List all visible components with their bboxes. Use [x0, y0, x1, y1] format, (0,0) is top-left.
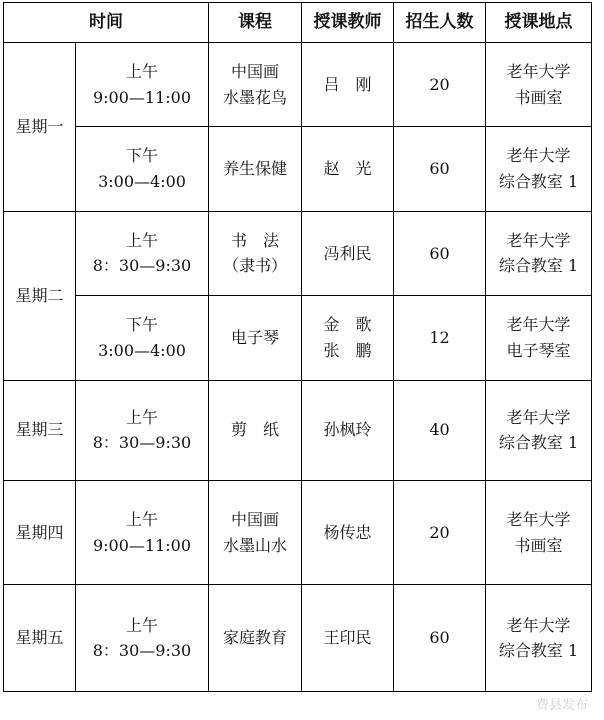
time-range: 8：30—9:30 — [92, 641, 192, 661]
teacher-cell — [302, 296, 394, 380]
table-row — [4, 211, 592, 295]
location-name: 老年大学 — [506, 615, 571, 635]
watermark: 费县发布 — [535, 698, 588, 713]
teacher-cell — [302, 127, 394, 211]
day-cell: 星期五 — [4, 585, 76, 692]
enrollment-cell: 40 — [394, 380, 486, 480]
teacher-cell — [302, 43, 394, 127]
enrollment-cell: 60 — [394, 585, 486, 692]
header-row — [4, 3, 592, 43]
time-range: 9:00—11:00 — [92, 535, 192, 555]
table-row — [4, 480, 592, 584]
course-cell — [209, 296, 302, 380]
location-name: 综合教室 1 — [498, 172, 579, 192]
location-cell — [486, 380, 592, 480]
day-cell: 星期三 — [4, 380, 76, 480]
course-cell — [209, 480, 302, 584]
location-cell — [486, 127, 592, 211]
time-range: 8：30—9:30 — [92, 433, 192, 453]
time-range: 9:00—11:00 — [92, 87, 192, 107]
header-time: 时间 — [4, 3, 209, 43]
course-name: 中国画 — [230, 62, 279, 82]
location-name: 老年大学 — [506, 230, 571, 250]
header-teacher: 授课教师 — [302, 3, 394, 43]
course-cell — [209, 127, 302, 211]
time-cell — [76, 380, 209, 480]
period-label: 上午 — [125, 510, 158, 530]
table-row — [4, 585, 592, 692]
teacher-name: 赵 光 — [323, 159, 372, 179]
time-range: 8：30—9:30 — [92, 256, 192, 276]
enrollment-cell: 60 — [394, 127, 486, 211]
enrollment-cell: 20 — [394, 43, 486, 127]
day-cell: 星期四 — [4, 480, 76, 584]
teacher-cell — [302, 380, 394, 480]
period-label: 上午 — [125, 62, 158, 82]
course-cell — [209, 380, 302, 480]
location-name: 书画室 — [514, 535, 563, 555]
location-name: 老年大学 — [506, 62, 571, 82]
location-cell — [486, 585, 592, 692]
location-name: 综合教室 1 — [498, 641, 579, 661]
header-location: 授课地点 — [486, 3, 592, 43]
time-cell — [76, 43, 209, 127]
course-name: （隶书） — [222, 256, 287, 276]
location-name: 综合教室 1 — [498, 433, 579, 453]
location-cell — [486, 480, 592, 584]
course-cell — [209, 585, 302, 692]
course-cell — [209, 211, 302, 295]
period-label: 上午 — [125, 230, 158, 250]
course-name: 电子琴 — [230, 328, 279, 348]
enrollment-cell: 20 — [394, 480, 486, 584]
schedule-table — [3, 2, 592, 692]
teacher-name: 金 歌 — [323, 315, 372, 335]
course-name: 水墨山水 — [222, 535, 287, 555]
location-name: 电子琴室 — [506, 340, 571, 360]
location-name: 书画室 — [514, 87, 563, 107]
course-name: 水墨花鸟 — [222, 87, 287, 107]
time-cell — [76, 211, 209, 295]
enrollment-cell: 60 — [394, 211, 486, 295]
teacher-name: 冯利民 — [323, 243, 372, 263]
time-range: 3:00—4:00 — [98, 340, 186, 360]
time-range: 3:00—4:00 — [98, 172, 186, 192]
period-label: 下午 — [125, 315, 158, 335]
location-cell — [486, 211, 592, 295]
teacher-name: 孙枫玲 — [323, 420, 372, 440]
location-name: 老年大学 — [506, 146, 571, 166]
course-name: 中国画 — [230, 510, 279, 530]
course-cell — [209, 43, 302, 127]
period-label: 上午 — [125, 407, 158, 427]
period-label: 上午 — [125, 615, 158, 635]
location-name: 老年大学 — [506, 407, 571, 427]
teacher-cell — [302, 211, 394, 295]
table-row — [4, 380, 592, 480]
teacher-name: 吕 刚 — [323, 74, 372, 94]
location-name: 综合教室 1 — [498, 256, 579, 276]
course-name: 书 法 — [230, 230, 279, 250]
table-row — [4, 127, 592, 211]
time-cell — [76, 296, 209, 380]
teacher-name: 张 鹏 — [323, 340, 372, 360]
course-name: 养生保健 — [222, 159, 287, 179]
time-cell — [76, 127, 209, 211]
table-row — [4, 296, 592, 380]
location-cell — [486, 43, 592, 127]
course-name: 家庭教育 — [222, 628, 287, 648]
course-name: 剪 纸 — [230, 420, 279, 440]
header-enrollment: 招生人数 — [394, 3, 486, 43]
table-row — [4, 43, 592, 127]
teacher-name: 王印民 — [323, 628, 372, 648]
period-label: 下午 — [125, 146, 158, 166]
location-name: 老年大学 — [506, 510, 571, 530]
time-cell — [76, 585, 209, 692]
time-cell — [76, 480, 209, 584]
location-name: 老年大学 — [506, 315, 571, 335]
location-cell — [486, 296, 592, 380]
day-cell: 星期一 — [4, 43, 76, 212]
enrollment-cell: 12 — [394, 296, 486, 380]
teacher-cell — [302, 585, 394, 692]
day-cell: 星期二 — [4, 211, 76, 380]
teacher-cell — [302, 480, 394, 584]
teacher-name: 杨传忠 — [323, 522, 372, 542]
header-course: 课程 — [209, 3, 302, 43]
